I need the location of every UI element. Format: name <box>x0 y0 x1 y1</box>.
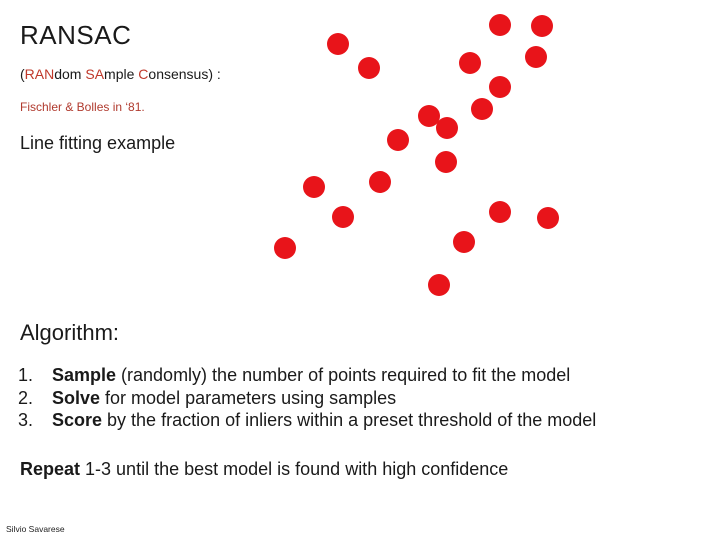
repeat-line <box>20 459 508 480</box>
subtitle-part-highlight: RAN <box>24 66 55 82</box>
step-keyword: Score <box>52 410 103 430</box>
data-point <box>303 176 325 198</box>
repeat-text: 1-3 until the best model is found with high confidence <box>80 459 509 479</box>
data-point <box>358 57 380 79</box>
subtitle-part: mple <box>104 66 139 82</box>
algorithm-heading: Algorithm: <box>20 320 120 345</box>
step-text: for model parameters using samples <box>100 387 397 408</box>
data-point <box>471 98 493 120</box>
data-point <box>369 171 391 193</box>
example-heading: Line fitting example <box>20 133 176 153</box>
step-text: (randomly) the number of points required to fit the model <box>116 365 571 385</box>
data-point <box>332 206 354 228</box>
citation: Fischler & Bolles in ‘81. <box>20 100 145 114</box>
data-point <box>489 14 511 36</box>
data-point <box>435 151 457 173</box>
step-number: 1. <box>18 365 34 385</box>
data-point <box>525 46 547 68</box>
data-point <box>537 207 559 229</box>
step-keyword: Sample <box>52 365 117 385</box>
data-point <box>274 237 296 259</box>
step-text: by the fraction of inliers within a preset threshold of the model <box>102 410 597 430</box>
data-point <box>531 15 553 37</box>
subtitle-part: dom <box>54 66 86 82</box>
subtitle-part: ( <box>20 66 25 82</box>
data-point <box>489 201 511 223</box>
algorithm-steps <box>18 364 596 432</box>
repeat-keyword: Repeat <box>20 459 81 479</box>
slide-title: RANSAC <box>20 20 132 50</box>
step-number: 2. <box>18 387 34 408</box>
subtitle-part-highlight: C <box>138 66 149 82</box>
subtitle-part: onsensus) : <box>148 66 221 82</box>
data-point <box>453 231 475 253</box>
subtitle-part-highlight: SA <box>85 66 105 82</box>
author-credit: Silvio Savarese <box>6 524 65 534</box>
data-point <box>459 52 481 74</box>
data-point <box>418 105 440 127</box>
step-keyword: Solve <box>52 387 101 408</box>
step-item <box>18 409 596 432</box>
step-item <box>18 387 596 410</box>
data-point <box>428 274 450 296</box>
data-point <box>436 117 458 139</box>
step-number: 3. <box>18 410 34 430</box>
data-point <box>489 76 511 98</box>
data-point <box>387 129 409 151</box>
step-item <box>18 364 596 387</box>
data-point <box>327 33 349 55</box>
